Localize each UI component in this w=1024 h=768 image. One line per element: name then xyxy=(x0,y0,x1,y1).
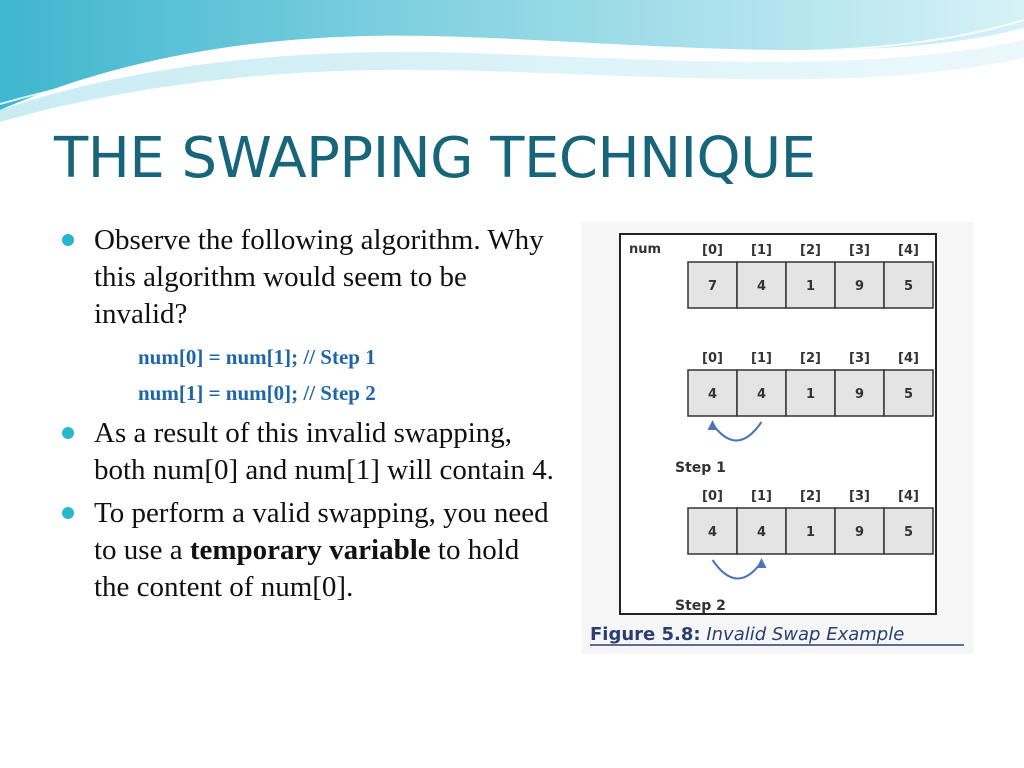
cell-value: 1 xyxy=(805,279,816,294)
bullet-item xyxy=(60,222,560,333)
slide-body xyxy=(60,222,560,612)
cell-value: 5 xyxy=(903,525,914,540)
cell-value: 5 xyxy=(903,387,914,402)
figure-panel xyxy=(582,222,974,654)
index-label: [2] xyxy=(800,351,821,366)
cell-value: 4 xyxy=(707,525,718,540)
bullet-text: As a result of this invalid swapping, both num[0] and num[1] will contain 4. xyxy=(94,417,554,486)
cell-value: 1 xyxy=(805,525,816,540)
cell-value: 9 xyxy=(854,525,865,540)
cell-value: 4 xyxy=(707,387,718,402)
index-label: [3] xyxy=(849,489,870,504)
index-label: [1] xyxy=(751,243,772,258)
step-label: Step 1 xyxy=(675,460,726,476)
index-label: [4] xyxy=(898,351,919,366)
code-block xyxy=(60,339,560,411)
bullet-item xyxy=(60,415,560,489)
index-label: [2] xyxy=(800,243,821,258)
code-line: num[0] = num[1]; // Step 1 xyxy=(138,345,376,369)
cell-value: 9 xyxy=(854,387,865,402)
bold-term-temporary: temporary xyxy=(189,534,322,566)
bold-term-variable: variable xyxy=(329,534,431,566)
cell-value: 4 xyxy=(756,525,767,540)
array-swap-figure xyxy=(582,222,974,654)
header-wave-decoration xyxy=(0,0,1024,130)
cell-value: 5 xyxy=(903,279,914,294)
figure-caption-bold: Figure 5.8: xyxy=(590,624,701,645)
bullet-text: Observe the following algorithm. Why this algorithm would seem to be invalid? xyxy=(94,224,544,330)
step-label: Step 2 xyxy=(675,598,726,614)
index-label: [4] xyxy=(898,489,919,504)
index-label: [0] xyxy=(702,243,723,258)
bullet-text-end: to hold the content of num[0]. xyxy=(94,534,520,603)
index-label: [2] xyxy=(800,489,821,504)
figure-caption-rest: Invalid Swap Example xyxy=(700,624,905,645)
index-label: [0] xyxy=(702,489,723,504)
index-label: [3] xyxy=(849,351,870,366)
index-label: [3] xyxy=(849,243,870,258)
cell-value: 7 xyxy=(707,279,718,294)
code-line: num[1] = num[0]; // Step 2 xyxy=(138,381,376,405)
array-label: num xyxy=(629,242,662,257)
cell-value: 4 xyxy=(756,279,767,294)
figure-caption xyxy=(590,624,904,645)
index-label: [1] xyxy=(751,351,772,366)
cell-value: 9 xyxy=(854,279,865,294)
bullet-text-start: To perform a valid swapping, you need to use a xyxy=(94,497,549,566)
index-label: [1] xyxy=(751,489,772,504)
cell-value: 4 xyxy=(756,387,767,402)
index-label: [4] xyxy=(898,243,919,258)
index-label: [0] xyxy=(702,351,723,366)
bullet-item xyxy=(60,495,560,606)
cell-value: 1 xyxy=(805,387,816,402)
slide-title: THE SWAPPING TECHNIQUE xyxy=(54,126,816,191)
